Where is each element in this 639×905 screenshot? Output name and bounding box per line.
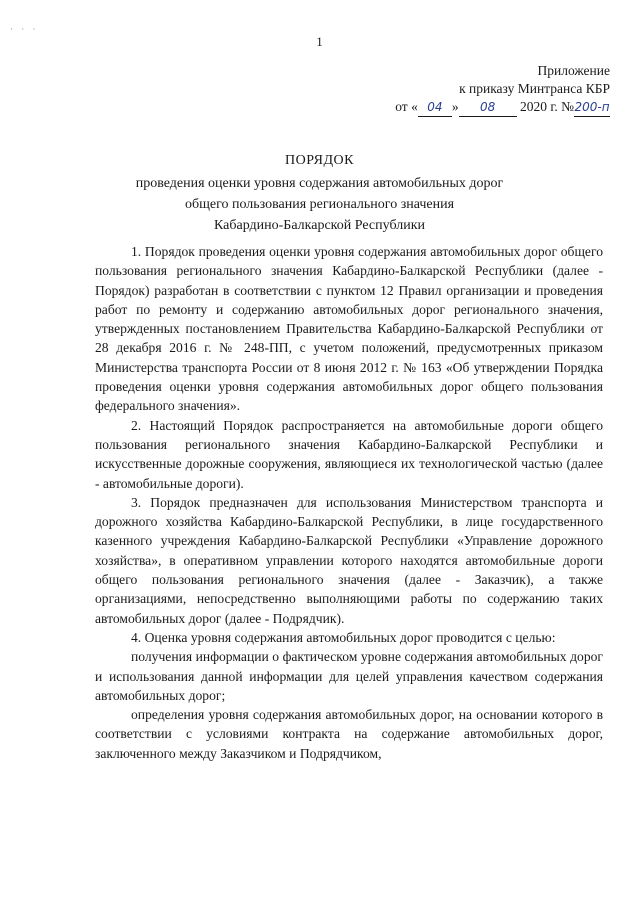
- order-number-handwritten: 200-п: [574, 98, 610, 117]
- document-title-block: [0, 150, 639, 236]
- order-day-handwritten: 04: [418, 98, 452, 117]
- order-date-prefix: от «: [395, 99, 418, 114]
- document-subtitle-line-1: проведения оценки уровня содержания автомобильных дорог: [135, 176, 504, 191]
- scan-marks: · · ·: [10, 24, 39, 34]
- order-year: 2020 г.: [519, 99, 558, 114]
- paragraph-3: 3. Порядок предназначен для использования Министерством транспорта и дорожного хозяйства Кабардино-Балкарской Республики, в лице государственного казенного учреждения Кабардино-Балкарской Республики «Управление дорожного хозяйства», в оперативном управлении которого находятся автомобильные дороги общего пользования регионального значения (далее - Заказчик), а также организациями, непосредственно выполняющими работы по содержанию таких автомобильных дорог (далее - Подрядчик).: [95, 494, 603, 626]
- order-number-label: №: [561, 99, 574, 114]
- document-subtitle-line-3: Кабардино-Балкарской Республики: [214, 218, 425, 233]
- paragraph-4-item-2: определения уровня содержания автомобильных дорог, на основании которого в соответствии с условиями контракта на содержание автомобильных дорог, заключенного между Заказчиком и Подрядчиком,: [95, 707, 603, 761]
- paragraph-2: 2. Настоящий Порядок распространяется на автомобильные дороги общего пользования регионального значения Кабардино-Балкарской Республики и искусственные дорожные сооружения, являющиеся их технологической частью (далее - автомобильные дороги).: [95, 417, 603, 491]
- order-date-mid: »: [451, 99, 459, 114]
- document-title: ПОРЯДОК: [285, 153, 354, 168]
- paragraph-1: 1. Порядок проведения оценки уровня содержания автомобильных дорог общего пользования регионального значения Кабардино-Балкарской Республики (далее - Порядок) разработан в соответствии с пунктом 12 Правил организации и проведения работ по ремонту и содержанию автомобильных дорог регионального значения, утвержденных постановлением Правительства Кабардино-Балкарской Республики от 28 декабря 2016 г. № 248-ПП, с учетом положений, предусмотренных приказом Министерства транспорта России от 8 июня 2012 г. № 163 «Об утверждении Порядка проведения оценки уровня содержания автомобильных дорог общего пользования федерального значения».: [95, 244, 603, 414]
- appendix-order-reference: к приказу Минтранса КБР: [459, 81, 610, 96]
- page-number: 1: [316, 34, 323, 49]
- paragraph-4-item-1: получения информации о фактическом уровне содержания автомобильных дорог и использования данной информации для целей управления качеством содержания автомобильных дорог;: [95, 649, 603, 703]
- paragraph-4: 4. Оценка уровня содержания автомобильных дорог проводится с целью:: [131, 629, 556, 645]
- document-subtitle-line-2: общего пользования регионального значения: [184, 197, 455, 212]
- appendix-label: Приложение: [537, 63, 610, 78]
- appendix-order-date: [380, 98, 610, 117]
- appendix-header: [380, 62, 610, 117]
- order-month-handwritten: 08: [459, 98, 517, 117]
- document-body: [95, 242, 603, 763]
